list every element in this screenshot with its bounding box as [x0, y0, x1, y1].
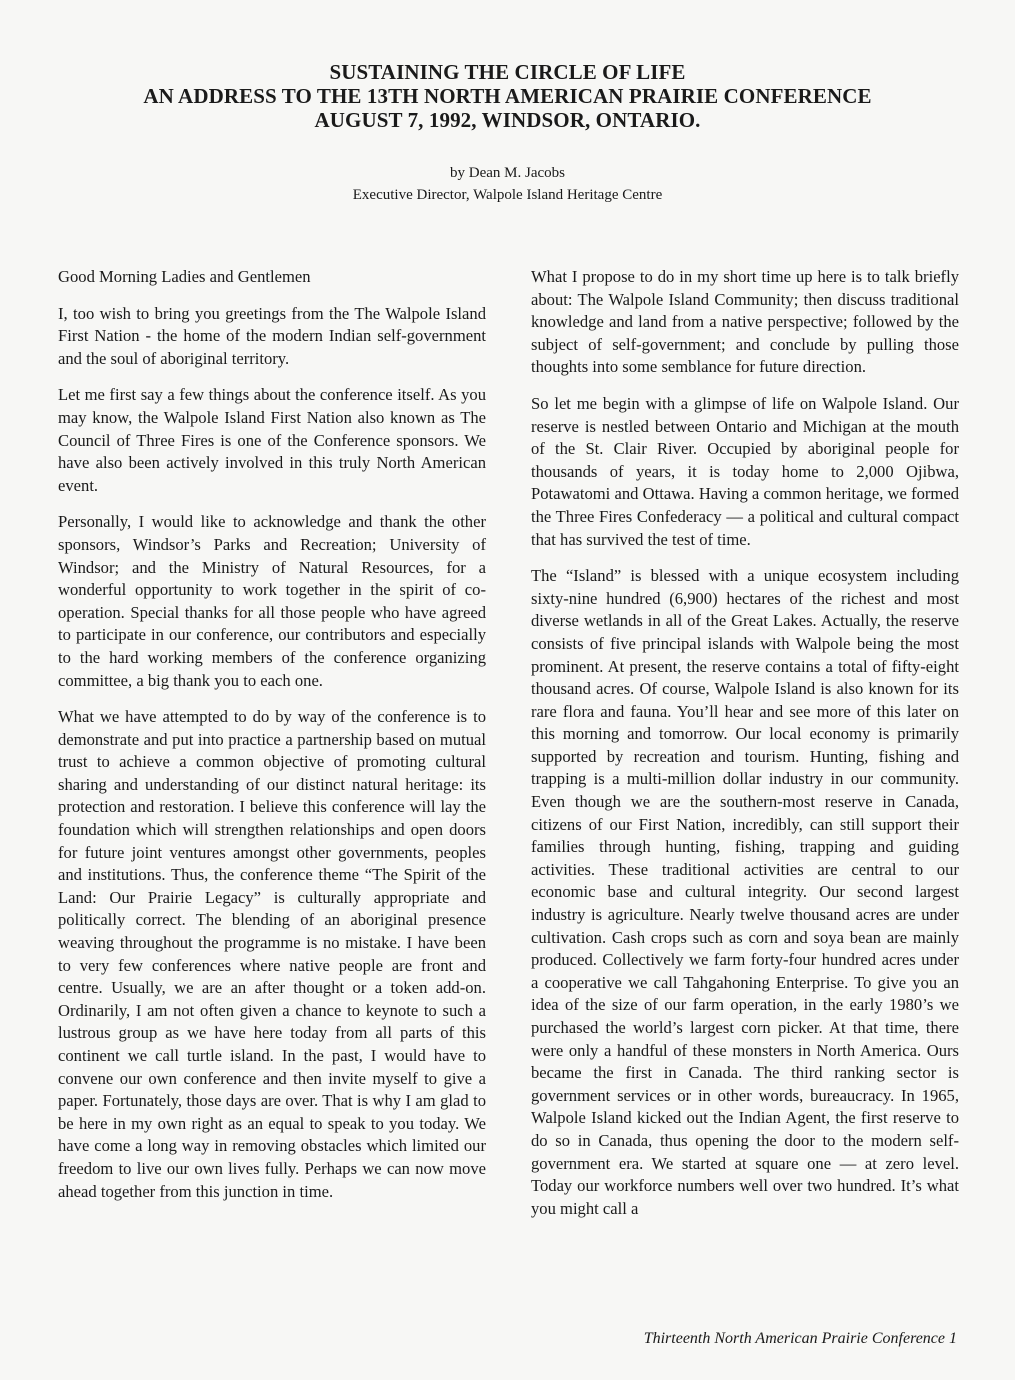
paragraph: Personally, I would like to acknowledge and thank the other sponsors, Windsor’s Parks and Recreation; University of Windsor; and the Ministry of Natural Resources, for a wonderful opportunity to work together in the spirit of co-operation. Special thanks for all those people who have agreed to participate in our conference, our contributors and especially to the hard working members of the conference organizing committee, a big thank you to each one. — [58, 512, 486, 690]
paragraph: The “Island” is blessed with a unique ecosystem including sixty-nine hundred (6,900) hectares of the richest and most diverse wetlands in all of the Great Lakes. Actually, the reserve consists of five principal islands with Walpole being the most prominent. At present, the reserve contains a total of fifty-eight thousand acres. Of course, Walpole Island is also known for its rare flora and fauna. You’ll hear and see more of this later on this morning and tomorrow. Our local economy is primarily supported by recreation and tourism. Hunting, fishing and trapping is a multi-million dollar industry in our community. Even though we are the southern-most reserve in Canada, citizens of our First Nation, incredibly, can still support their families through hunting, fishing, trapping and guiding activities. These traditional activities are central to our economic base and cultural integrity. Our second largest industry is agriculture. Nearly twelve thousand acres are under cultivation. Cash crops such as corn and soya bean are mainly produced. Collectively we farm forty-four hundred acres under a cooperative we call Tahgahoning Enterprise. To give you an idea of the size of our farm operation, in the early 1980’s we purchased the world’s largest corn picker. At that time, there were only a handful of these monsters in North America. Ours became the first in Canada. The third ranking sector is government services or in other words, bureaucracy. In 1965, Walpole Island kicked out the Indian Agent, the first reserve to do so in Canada, thus opening the door to the modern self-government era. We started at square one — at zero level. Today our workforce numbers well over two hundred. It’s what you might call a — [531, 566, 959, 1218]
title-line-3: AUGUST 7, 1992, WINDSOR, ONTARIO. — [314, 108, 701, 132]
paragraph: Good Morning Ladies and Gentlemen — [58, 267, 311, 286]
paragraph: So let me begin with a glimpse of life on Walpole Island. Our reserve is nestled between Ontario and Michigan at the mouth of the St. Clair River. Occupied by aboriginal people for thousands of years, it is today home to 2,000 Ojibwa, Potawatomi and Ottawa. Having a common heritage, we formed the Three Fires Confederacy — a political and cultural compact that has survived the test of time. — [531, 393, 959, 549]
document-header — [0, 60, 1015, 132]
title-line-2: AN ADDRESS TO THE 13TH NORTH AMERICAN PRAIRIE CONFERENCE — [143, 84, 872, 108]
title-line-1: SUSTAINING THE CIRCLE OF LIFE — [329, 60, 686, 84]
right-column — [531, 266, 959, 1234]
paragraph: Let me first say a few things about the conference itself. As you may know, the Walpole Island First Nation also known as The Council of Three Fires is one of the Conference sponsors. We have also been actively involved in this truly North American event. — [58, 385, 486, 495]
left-column — [58, 266, 486, 1217]
paragraph: What I propose to do in my short time up here is to talk briefly about: The Walpole Island Community; then discuss traditional knowledge and land from a native perspective; followed by the subject of self-government; and conclude by pulling those thoughts into some semblance for future direction. — [531, 267, 959, 377]
page-footer: Thirteenth North American Prairie Conference 1 — [643, 1330, 957, 1347]
paragraph: What we have attempted to do by way of the conference is to demonstrate and put into practice a partnership based on mutual trust to achieve a common objective of promoting cultural sharing and understanding of our distinct natural heritage: its protection and restoration. I believe this conference will lay the foundation which will strengthen relationships and open doors for future joint ventures amongst other governments, peoples and institutions. Thus, the conference theme “The Spirit of the Land: Our Prairie Legacy” is culturally appropriate and politically correct. The blending of an aboriginal presence weaving throughout the programme is no mistake. I have been to very few conferences where native people are front and centre. Usually, we are an after thought or a token add-on. Ordinarily, I am not often given a chance to keynote to such a lustrous group as we have here today from all parts of this continent we call turtle island. In the past, I would have to convene our own conference and then invite myself to give a paper. Fortunately, those days are over. That is why I am glad to be here in my own right as an equal to speak to you today. We have come a long way in removing obstacles which limited our freedom to live our own lives fully. Perhaps we can now move ahead together from this junction in time. — [58, 707, 486, 1201]
author-name: by Dean M. Jacobs — [450, 165, 565, 181]
byline — [0, 162, 1015, 206]
paragraph: I, too wish to bring you greetings from the The Walpole Island First Nation - the home of the modern Indian self-government and the soul of aboriginal territory. — [58, 303, 486, 368]
author-affiliation: Executive Director, Walpole Island Heritage Centre — [352, 187, 663, 203]
